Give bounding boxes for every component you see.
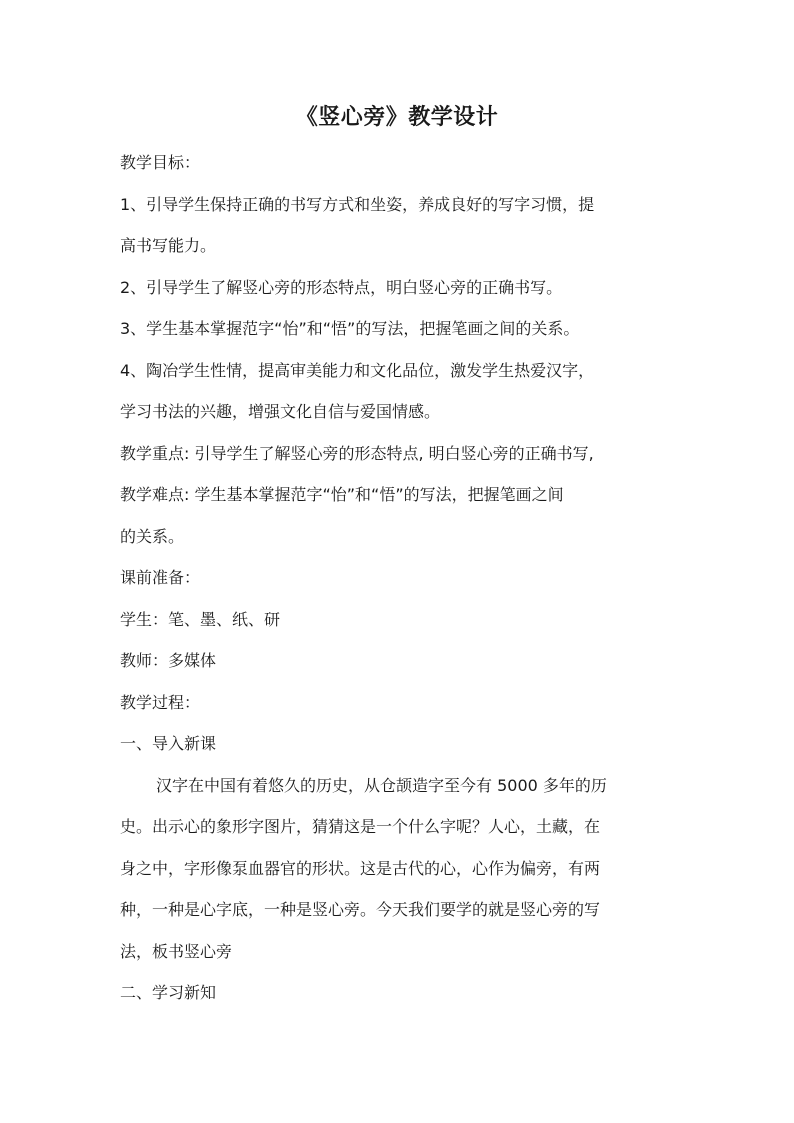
objective-4-line-2: 学习书法的兴趣，增强文化自信与爱国情感。 — [120, 402, 441, 421]
step-1-heading: 一、导入新课 — [120, 734, 217, 753]
objective-1-line-1: 1、引导学生保持正确的书写方式和坐姿，养成良好的写字习惯，提 — [120, 194, 595, 214]
objective-4-line-1: 4、陶冶学生性情，提高审美能力和文化品位，激发学生热爱汉字， — [120, 360, 595, 380]
student-materials: 学生：笔、墨、纸、研 — [120, 609, 281, 629]
section-heading-process: 教学过程： — [120, 692, 201, 712]
section-heading-objectives: 教学目标： — [120, 153, 201, 172]
step-2-heading: 二、学习新知 — [120, 983, 217, 1002]
objective-1-line-2: 高书写能力。 — [120, 236, 217, 255]
intro-paragraph-line-3: 身之中，字形像泵血器官的形状。这是古代的心，心作为偏旁，有两 — [120, 858, 601, 878]
intro-paragraph-line-2: 史。出示心的象形字图片，猜猜这是一个什么字呢？人心，土藏，在 — [120, 817, 601, 836]
teaching-difficulty-line-2: 的关系。 — [120, 526, 185, 546]
teaching-focus: 教学重点: 引导学生了解竖心旁的形态特点, 明白竖心旁的正确书写, — [120, 443, 594, 463]
objective-3: 3、学生基本掌握范字“怡”和“悟”的写法，把握笔画之间的关系。 — [120, 319, 580, 338]
section-heading-preparation: 课前准备： — [120, 568, 201, 587]
intro-paragraph-line-1: 汉字在中国有着悠久的历史，从仓颉造字至今有 5000 多年的历 — [156, 775, 607, 795]
document-body — [120, 142, 676, 1014]
teacher-materials: 教师：多媒体 — [120, 651, 217, 670]
document-title: 《竖心旁》教学设计 — [295, 105, 499, 130]
objective-2: 2、引导学生了解竖心旁的形态特点，明白竖心旁的正确书写。 — [120, 277, 563, 297]
intro-paragraph-line-4: 种，一种是心字底，一种是竖心旁。今天我们要学的就是竖心旁的写 — [120, 900, 601, 919]
teaching-difficulty-line-1: 教学难点: 学生基本掌握范字“怡”和“悟”的写法，把握笔画之间 — [120, 485, 564, 504]
intro-paragraph-line-5: 法，板书竖心旁 — [120, 941, 233, 961]
